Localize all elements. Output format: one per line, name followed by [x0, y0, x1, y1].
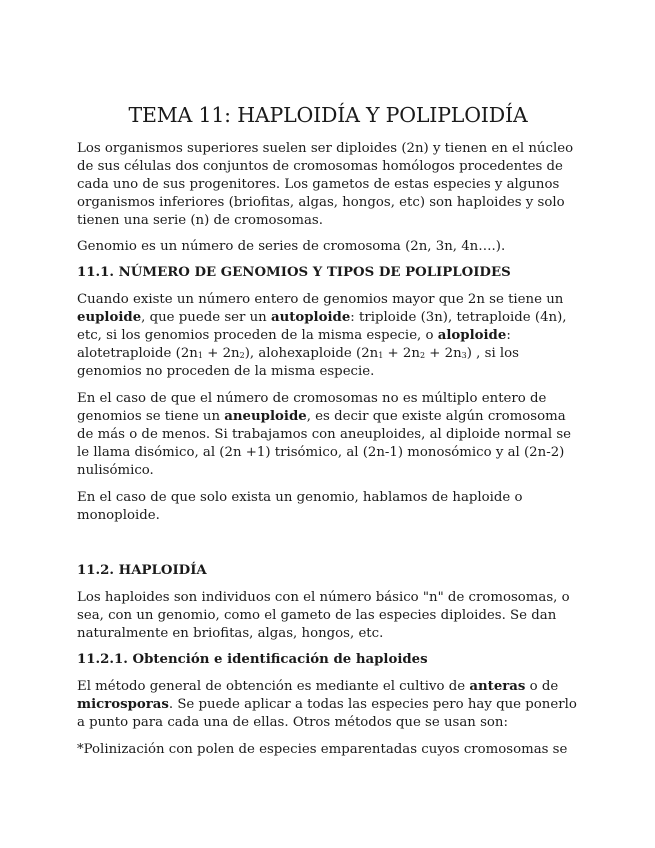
section-heading-11-2: 11.2. HAPLOIDÍA — [77, 563, 207, 578]
section-heading-11-2-1: 11.2.1. Obtención e identificación de haploides — [77, 652, 428, 667]
term-aloploide: aloploide — [437, 328, 507, 343]
term-anteras: anteras — [469, 679, 526, 694]
term-autoploide: autoploide — [270, 310, 351, 325]
haploid-definition-paragraph: En el caso de que solo exista un genomio, hablamos de haploide o monoploide. — [77, 490, 523, 523]
euploid-paragraph: Cuando existe un número entero de genomios mayor que 2n se tiene un euploide, que puede ser un autoploide: triploide (3n), tetraploide (4n), etc, si los genomios proceden de la misma especie, o aloploide: alotetraploide $(2n_1 + 2n_2)$, alohexaploide $(2n_1 + 2n_2 + 2n_3)$ , si los genomios no proceden de la misma especie. — [77, 292, 567, 379]
term-euploide: euploide — [77, 310, 142, 325]
aneuploid-paragraph: En el caso de que el número de cromosomas no es múltiplo entero de genomios se tiene un aneuploide, es decir que existe algún cromosoma de más o de menos. Si trabajamos con aneuploides, al diploide normal se le llama disómico, al (2n +1) trisómico, al (2n-1) monosómico y al (2n-2) nulisómico. — [77, 391, 572, 478]
haploides-paragraph: Los haploides son individuos con el número básico "n" de cromosomas, o sea, con un genomio, como el gameto de las especies diploides. Se dan naturalmente en briofitas, algas, hongos, etc. — [77, 590, 570, 641]
polinizacion-paragraph: *Polinización con polen de especies emparentadas cuyos cromosomas se — [77, 742, 568, 757]
term-aneuploide: aneuploide — [224, 409, 307, 424]
term-microsporas: microsporas — [77, 697, 169, 712]
intro-paragraph-2: Genomio es un número de series de cromosoma (2n, 3n, 4n….). — [77, 239, 506, 254]
obtencion-paragraph: El método general de obtención es mediante el cultivo de anteras o de microsporas. Se puede aplicar a todas las especies pero hay que ponerlo a punto para cada una de ellas. Otros métodos que se usan son: — [77, 679, 577, 730]
page-title: TEMA 11: HAPLOIDÍA Y POLIPLOIDÍA — [128, 103, 528, 127]
document-body — [77, 100, 579, 768]
section-heading-11-1: 11.1. NÚMERO DE GENOMIOS Y TIPOS DE POLIPLOIDES — [77, 265, 511, 280]
section-spacer — [77, 534, 579, 562]
intro-paragraph-1: Los organismos superiores suelen ser diploides (2n) y tienen en el núcleo de sus células dos conjuntos de cromosomas homólogos procedentes de cada uno de sus progenitores. Los gametos de estas especies y algunos organismos inferiores (briofitas, algas, hongos, etc) son haploides y solo tienen una serie (n) de cromosomas. — [77, 141, 574, 228]
